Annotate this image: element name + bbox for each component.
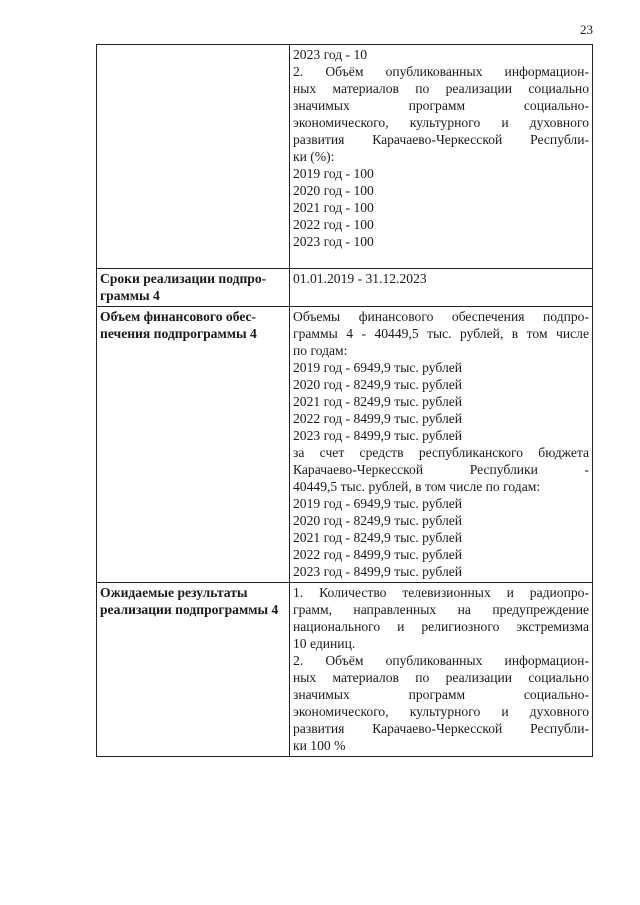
content-line: ки (%): — [293, 149, 335, 164]
content-line: 1. Количество телевизионных и радиопро- — [293, 585, 589, 600]
content-line: 2019 год - 6949,9 тыс. рублей — [293, 360, 463, 375]
content-line: 2. Объём опубликованных информацион- — [293, 653, 589, 668]
content-line: экономического, культурного и духовного — [293, 704, 589, 719]
content-line: 2. Объём опубликованных информацион- — [293, 64, 589, 79]
content-line: 2022 год - 100 — [293, 217, 374, 232]
content-line: 2023 год - 8499,9 тыс. рублей — [293, 428, 463, 443]
content-line: Объемы финансового обеспечения подпро- — [293, 309, 589, 324]
content-line: значимых программ социально- — [293, 98, 589, 113]
row-content — [290, 45, 593, 269]
content-line: 10 единиц. — [293, 636, 356, 651]
content-line: 01.01.2019 - 31.12.2023 — [293, 271, 427, 286]
content-line: 2023 год - 100 — [293, 234, 374, 249]
table-row — [97, 269, 593, 307]
content-line: 2023 год - 8499,9 тыс. рублей — [293, 564, 463, 579]
content-line: 2021 год - 8249,9 тыс. рублей — [293, 394, 463, 409]
content-line: 2020 год - 8249,9 тыс. рублей — [293, 377, 463, 392]
content-line: экономического, культурного и духовного — [293, 115, 589, 130]
content-line: 2022 год - 8499,9 тыс. рублей — [293, 547, 463, 562]
content-line: значимых программ социально- — [293, 687, 589, 702]
content-line: развития Карачаево-Черкесской Республи- — [293, 132, 589, 147]
content-line: ки 100 % — [293, 738, 346, 753]
row-label: Сроки реализации подпро- граммы 4 — [97, 269, 290, 307]
row-content — [290, 269, 593, 307]
passport-table — [96, 44, 593, 757]
content-line: 2022 год - 8499,9 тыс. рублей — [293, 411, 463, 426]
content-line: грамм, направленных на предупреждение — [293, 602, 589, 617]
page-number: 23 — [580, 22, 593, 37]
content-line: за счет средств республиканского бюджета — [293, 445, 589, 460]
content-line: ных материалов по реализации социально — [293, 81, 589, 96]
row-label: Ожидаемые результаты реализации подпрограммы 4 — [97, 583, 290, 757]
content-line: ных материалов по реализации социально — [293, 670, 589, 685]
content-line: по годам: — [293, 343, 348, 358]
row-content — [290, 583, 593, 757]
content-line: 2023 год - 10 — [293, 47, 368, 62]
content-line: 2020 год - 8249,9 тыс. рублей — [293, 513, 463, 528]
content-line: 2020 год - 100 — [293, 183, 374, 198]
table-row — [97, 45, 593, 269]
row-content — [290, 307, 593, 583]
content-line: национального и религиозного экстремизма — [293, 619, 589, 634]
content-line: развития Карачаево-Черкесской Республи- — [293, 721, 589, 736]
content-line: 2019 год - 100 — [293, 166, 374, 181]
content-line: 2021 год - 8249,9 тыс. рублей — [293, 530, 463, 545]
table-row — [97, 307, 593, 583]
spacer — [293, 250, 589, 266]
content-line: Карачаево-Черкесской Республики - — [293, 462, 589, 477]
row-label — [97, 45, 290, 269]
row-label: Объем финансового обес- печения подпрограммы 4 — [97, 307, 290, 583]
content-line: 40449,5 тыс. рублей, в том числе по годам: — [293, 479, 541, 494]
content-line: 2021 год - 100 — [293, 200, 374, 215]
table-row — [97, 583, 593, 757]
content-line: граммы 4 - 40449,5 тыс. рублей, в том числе — [293, 326, 589, 341]
content-line: 2019 год - 6949,9 тыс. рублей — [293, 496, 463, 511]
